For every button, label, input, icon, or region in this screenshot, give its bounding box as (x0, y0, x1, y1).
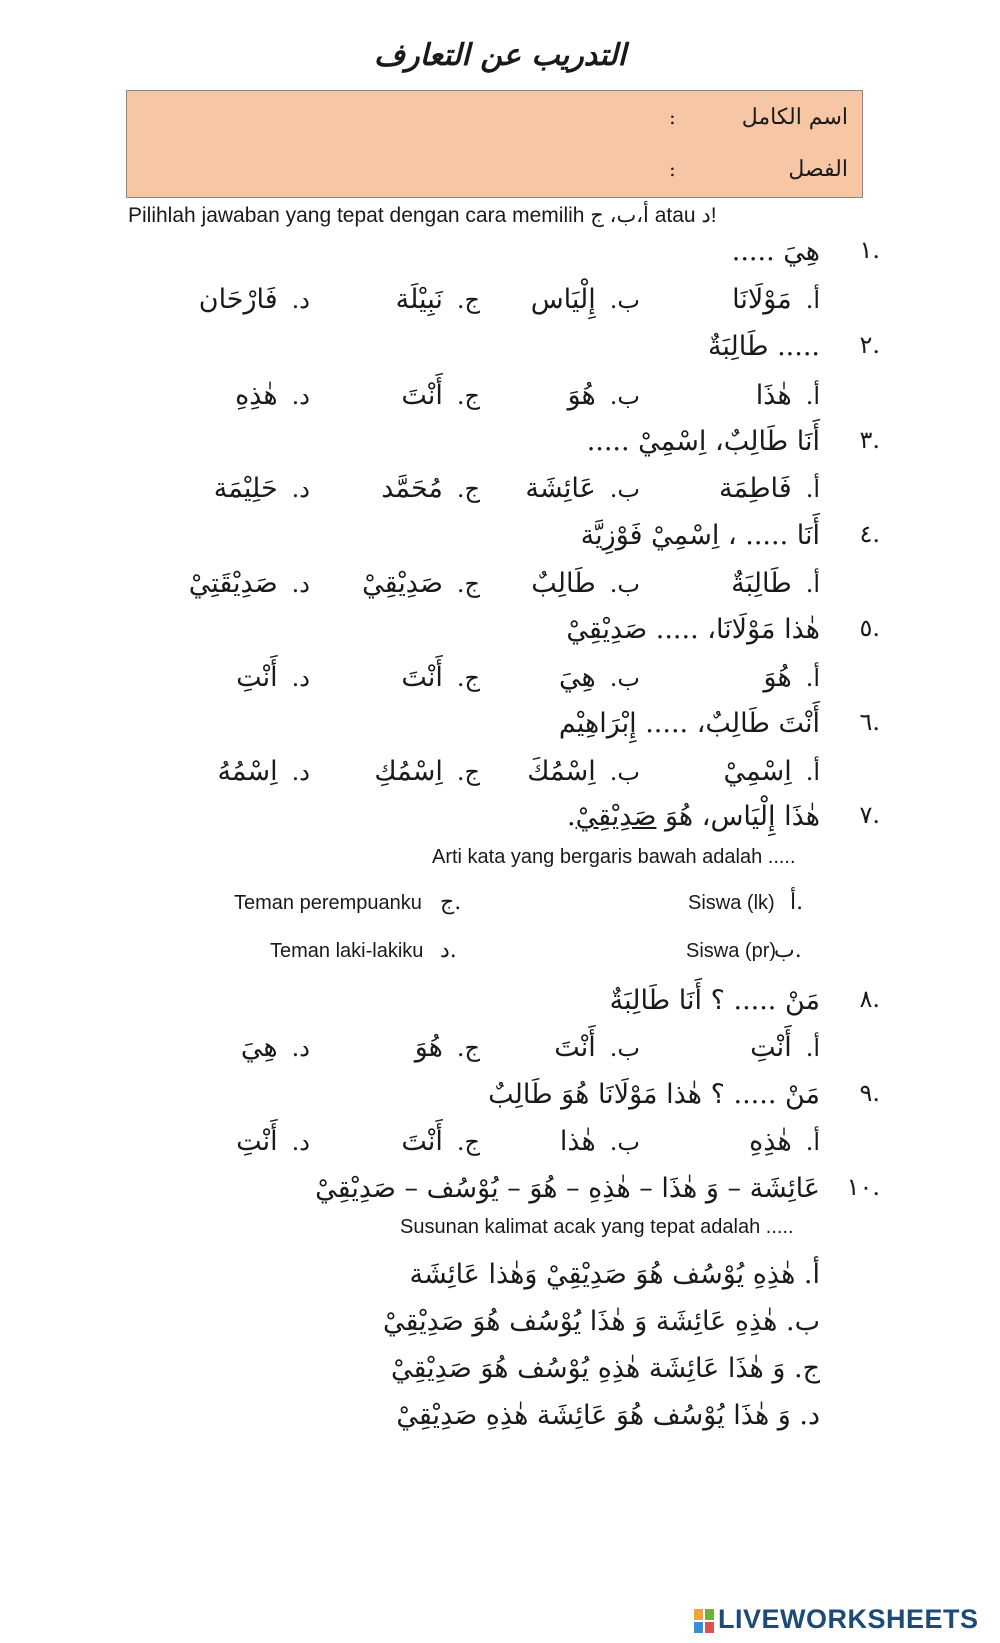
question-3 (120, 426, 880, 470)
footer-text: LIVEWORKSHEETS (718, 1604, 979, 1634)
option-a[interactable]: Siswa (lk) (688, 892, 775, 914)
class-colon: : (669, 157, 676, 181)
question-text: هِيَ ..... (731, 236, 820, 267)
option-c[interactable]: هُوَ (414, 1032, 443, 1063)
question-number: .٢ (859, 331, 880, 359)
question-number: .١٠ (846, 1173, 880, 1201)
option-a[interactable]: أ. هٰذِهِ يُوْسُف هُوَ صَدِيْقِيْ وَهٰذا عَائِشَة (409, 1259, 820, 1290)
question-text: عَائِشَة – وَ هٰذَا – هٰذِهِ – هُوَ – يُوْسُف – صَدِيْقِيْ (315, 1173, 820, 1204)
option-b[interactable]: عَائِشَة (525, 473, 596, 504)
liveworksheets-logo (694, 1604, 979, 1635)
question-8 (120, 985, 880, 1029)
option-d[interactable]: صَدِيْقَتِيْ (188, 568, 278, 599)
question-10 (120, 1173, 880, 1217)
question-5 (120, 614, 880, 658)
question-8-options: أ.أَنْتِ ب.أَنْتَ ج.هُوَ د.هِيَ (240, 1032, 820, 1063)
option-d[interactable]: هٰذِهِ (235, 380, 278, 411)
question-text: ..... طَالِبَةٌ (707, 331, 820, 362)
option-a[interactable]: هٰذِهِ (749, 1126, 792, 1157)
instruction-text: Pilihlah jawaban yang tepat dengan cara memilih أ،ب، ج atau د! (128, 204, 717, 227)
option-c[interactable]: أَنْتَ (401, 380, 443, 411)
page-title: التدريب عن التعارف (374, 38, 626, 73)
option-d[interactable]: أَنْتِ (236, 662, 278, 693)
option-b[interactable]: اِسْمُكَ (527, 756, 596, 787)
option-b[interactable]: إِلْيَاس (530, 284, 596, 315)
option-c[interactable]: أَنْتَ (401, 1126, 443, 1157)
option-d[interactable]: د. وَ هٰذَا يُوْسُف هُوَ عَائِشَة هٰذِهِ صَدِيْقِيْ (396, 1400, 820, 1431)
option-a[interactable]: اِسْمِيْ (723, 756, 792, 787)
logo-icon (694, 1609, 714, 1633)
option-a[interactable]: طَالِبَةٌ (731, 568, 792, 599)
option-c[interactable]: مُحَمَّد (381, 473, 443, 504)
question-text: أَنَا ..... ، اِسْمِيْ فَوْزِيَّة (580, 520, 820, 551)
question-6-options: أ.اِسْمِيْ ب.اِسْمُكَ ج.اِسْمُكِ د.اِسْمُهُ (217, 756, 820, 787)
option-b[interactable]: ب. هٰذِهِ عَائِشَة وَ هٰذَا يُوْسُف هُوَ صَدِيْقِيْ (383, 1306, 820, 1337)
option-c[interactable]: نَبِيْلَة (395, 284, 443, 315)
option-b[interactable]: طَالِبٌ (531, 568, 596, 599)
question-1-options: أ.مَوْلَانَا ب.إِلْيَاس ج.نَبِيْلَة د.فَارْحَان (198, 284, 820, 315)
option-b[interactable]: هِيَ (559, 662, 596, 693)
option-b[interactable]: Siswa (pr) (686, 940, 777, 962)
option-c[interactable]: Teman perempuanku (234, 892, 422, 914)
option-d[interactable]: حَلِيْمَة (213, 473, 278, 504)
question-text: أَنْتَ طَالِبٌ، ..... إِبْرَاهِيْم (558, 708, 820, 739)
question-3-options: أ.فَاطِمَة ب.عَائِشَة ج.مُحَمَّد د.حَلِيْمَة (213, 473, 820, 504)
question-2-options: أ.هٰذَا ب.هُوَ ج.أَنْتَ د.هٰذِهِ (235, 380, 820, 411)
question-4-options: أ.طَالِبَةٌ ب.طَالِبٌ ج.صَدِيْقِيْ د.صَدِيْقَتِيْ (188, 568, 820, 599)
student-info-box (126, 90, 863, 198)
question-10-subtext: Susunan kalimat acak yang tepat adalah ..... (400, 1216, 794, 1238)
full-name-label: اسم الكامل (741, 105, 848, 130)
class-label: الفصل (788, 157, 848, 182)
question-5-options: أ.هُوَ ب.هِيَ ج.أَنْتَ د.أَنْتِ (236, 662, 820, 693)
question-text: أَنَا طَالِبٌ، اِسْمِيْ ..... (586, 426, 820, 457)
option-a[interactable]: هُوَ (763, 662, 792, 693)
question-number: .٧ (859, 801, 880, 829)
question-6 (120, 708, 880, 752)
full-name-colon: : (669, 105, 676, 129)
question-number: .٦ (859, 708, 880, 736)
question-1 (120, 236, 880, 280)
option-b[interactable]: هٰذا (559, 1126, 596, 1157)
option-b[interactable]: أَنْتَ (554, 1032, 596, 1063)
option-b[interactable]: هُوَ (567, 380, 596, 411)
question-4 (120, 520, 880, 564)
question-number: .٤ (859, 520, 880, 548)
option-a[interactable]: فَاطِمَة (718, 473, 792, 504)
question-9-options: أ.هٰذِهِ ب.هٰذا ج.أَنْتَ د.أَنْتِ (236, 1126, 820, 1157)
question-number: .٣ (859, 426, 880, 454)
option-d[interactable]: فَارْحَان (198, 284, 278, 315)
question-9 (120, 1079, 880, 1123)
option-d[interactable]: Teman laki-lakiku (270, 940, 424, 962)
option-d[interactable]: اِسْمُهُ (217, 756, 278, 787)
question-text: مَنْ ..... ؟ هٰذا مَوْلَانَا هُوَ طَالِبٌ (488, 1079, 820, 1110)
question-text: مَنْ ..... ؟ أَنَا طَالِبَةٌ (609, 985, 820, 1016)
option-c[interactable]: أَنْتَ (401, 662, 443, 693)
option-c[interactable]: اِسْمُكِ (374, 756, 443, 787)
option-c[interactable]: ج. وَ هٰذَا عَائِشَة هٰذِهِ يُوْسُف هُوَ صَدِيْقِيْ (390, 1353, 820, 1384)
question-number: .١ (859, 236, 880, 264)
option-d[interactable]: هِيَ (240, 1032, 278, 1063)
option-a[interactable]: أَنْتِ (750, 1032, 792, 1063)
underlined-word: صَدِيْقِيْ (575, 801, 657, 832)
option-d[interactable]: أَنْتِ (236, 1126, 278, 1157)
question-2 (120, 331, 880, 375)
question-7-subtext: Arti kata yang bergaris bawah adalah ..... (432, 846, 796, 868)
option-a[interactable]: مَوْلَانَا (732, 284, 792, 315)
question-number: .٨ (859, 985, 880, 1013)
option-c[interactable]: صَدِيْقِيْ (362, 568, 443, 599)
option-a[interactable]: هٰذَا (755, 380, 792, 411)
question-7 (120, 801, 880, 845)
question-text: هٰذَا إِلْيَاس، هُوَ صَدِيْقِيْ. (567, 801, 820, 832)
question-number: .٥ (859, 614, 880, 642)
question-number: .٩ (859, 1079, 880, 1107)
question-text: هٰذا مَوْلَانَا، ..... صَدِيْقِيْ (566, 614, 820, 645)
